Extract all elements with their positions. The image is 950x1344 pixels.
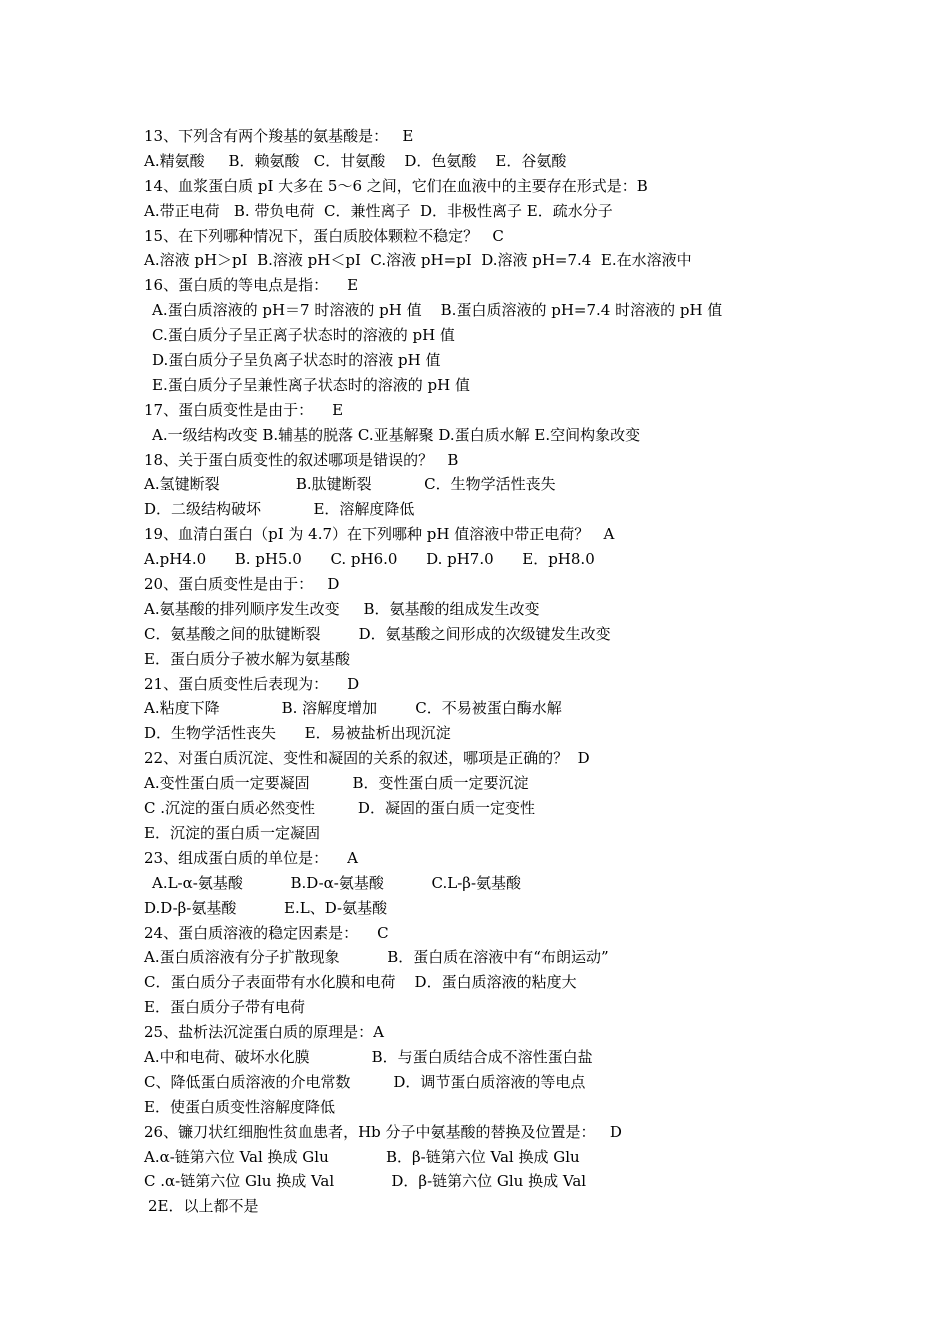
question-14-stem: 14、血浆蛋白质 pI 大多在 5～6 之间，它们在血液中的主要存在形式是：B	[144, 176, 648, 195]
question-13-options: A.精氨酸 B．赖氨酸 C．甘氨酸 D．色氨酸 E．谷氨酸	[144, 151, 567, 170]
question-25-options-1: A.中和电荷、破坏水化膜 B．与蛋白质结合成不溶性蛋白盐	[144, 1047, 593, 1066]
question-26-stem: 26、镰刀状红细胞性贫血患者，Hb 分子中氨基酸的替换及位置是： D	[144, 1122, 622, 1141]
question-26-options-1: A.α-链第六位 Val 换成 Glu B．β-链第六位 Val 换成 Glu	[144, 1147, 580, 1166]
question-16-option-ab: A.蛋白质溶液的 pH＝7 时溶液的 pH 值 B.蛋白质溶液的 pH=7.4 时溶液的 pH 值	[152, 301, 723, 320]
question-22-options-3: E．沉淀的蛋白质一定凝固	[144, 823, 320, 842]
question-16-option-c: C.蛋白质分子呈正离子状态时的溶液的 pH 值	[152, 326, 455, 345]
question-18-stem: 18、关于蛋白质变性的叙述哪项是错误的？ B	[144, 450, 459, 469]
question-15-stem: 15、在下列哪种情况下，蛋白质胶体颗粒不稳定？ C	[144, 226, 504, 245]
question-14-options: A.带正电荷 B. 带负电荷 C．兼性离子 D．非极性离子 E．疏水分子	[144, 201, 613, 220]
question-25-options-3: E．使蛋白质变性溶解度降低	[144, 1097, 335, 1116]
question-17-options: A.一级结构改变 B.辅基的脱落 C.亚基解聚 D.蛋白质水解 E.空间构象改变	[152, 425, 641, 444]
question-26-options-2: C .α-链第六位 Glu 换成 Val D．β-链第六位 Glu 换成 Val	[144, 1172, 587, 1191]
question-20-options-2: C．氨基酸之间的肽键断裂 D．氨基酸之间形成的次级键发生改变	[144, 624, 611, 643]
question-19-options: A.pH4.0 B. pH5.0 C. pH6.0 D. pH7.0 E．pH8.0	[144, 550, 595, 569]
question-25-stem: 25、盐析法沉淀蛋白质的原理是：A	[144, 1023, 384, 1042]
question-25-options-2: C、降低蛋白质溶液的介电常数 D．调节蛋白质溶液的等电点	[144, 1072, 586, 1091]
question-21-options-2: D．生物学活性丧失 E．易被盐析出现沉淀	[144, 724, 451, 743]
question-24-options-1: A.蛋白质溶液有分子扩散现象 B．蛋白质在溶液中有“布朗运动”	[144, 948, 609, 967]
question-16-option-d: D.蛋白质分子呈负离子状态时的溶液 pH 值	[152, 351, 441, 370]
question-20-options-1: A.氨基酸的排列顺序发生改变 B．氨基酸的组成发生改变	[144, 599, 540, 618]
question-16-option-e: E.蛋白质分子呈兼性离子状态时的溶液的 pH 值	[152, 375, 470, 394]
question-16-stem: 16、蛋白质的等电点是指： E	[144, 276, 359, 295]
question-22-options-1: A.变性蛋白质一定要凝固 B．变性蛋白质一定要沉淀	[144, 774, 529, 793]
question-26-options-3: 2E．以上都不是	[148, 1197, 259, 1216]
question-23-stem: 23、组成蛋白质的单位是： A	[144, 848, 358, 867]
question-24-options-3: E．蛋白质分子带有电荷	[144, 998, 305, 1017]
document-page	[144, 124, 884, 1219]
question-20-options-3: E．蛋白质分子被水解为氨基酸	[144, 649, 350, 668]
question-19-stem: 19、血清白蛋白（pI 为 4.7）在下列哪种 pH 值溶液中带正电荷？ A	[144, 525, 615, 544]
question-22-stem: 22、对蛋白质沉淀、变性和凝固的关系的叙述，哪项是正确的？ D	[144, 749, 590, 768]
question-24-options-2: C．蛋白质分子表面带有水化膜和电荷 D．蛋白质溶液的粘度大	[144, 973, 577, 992]
question-20-stem: 20、蛋白质变性是由于： D	[144, 575, 340, 594]
question-21-stem: 21、蛋白质变性后表现为： D	[144, 674, 360, 693]
question-17-stem: 17、蛋白质变性是由于： E	[144, 400, 344, 419]
question-15-options: A.溶液 pH＞pI B.溶液 pH＜pI C.溶液 pH=pI D.溶液 pH=7.4 E.在水溶液中	[144, 251, 692, 270]
question-18-options-1: A.氢键断裂 B.肽键断裂 C．生物学活性丧失	[144, 475, 556, 494]
question-22-options-2: C .沉淀的蛋白质必然变性 D．凝固的蛋白质一定变性	[144, 799, 535, 818]
question-18-options-2: D．二级结构破坏 E．溶解度降低	[144, 500, 415, 519]
question-23-options-1: A.L-α-氨基酸 B.D-α-氨基酸 C.L-β-氨基酸	[152, 873, 522, 892]
question-23-options-2: D.D-β-氨基酸 E.L、D-氨基酸	[144, 898, 388, 917]
question-13-stem: 13、下列含有两个羧基的氨基酸是： E	[144, 127, 414, 145]
question-24-stem: 24、蛋白质溶液的稳定因素是： C	[144, 923, 389, 942]
question-21-options-1: A.粘度下降 B. 溶解度增加 C．不易被蛋白酶水解	[144, 699, 562, 718]
